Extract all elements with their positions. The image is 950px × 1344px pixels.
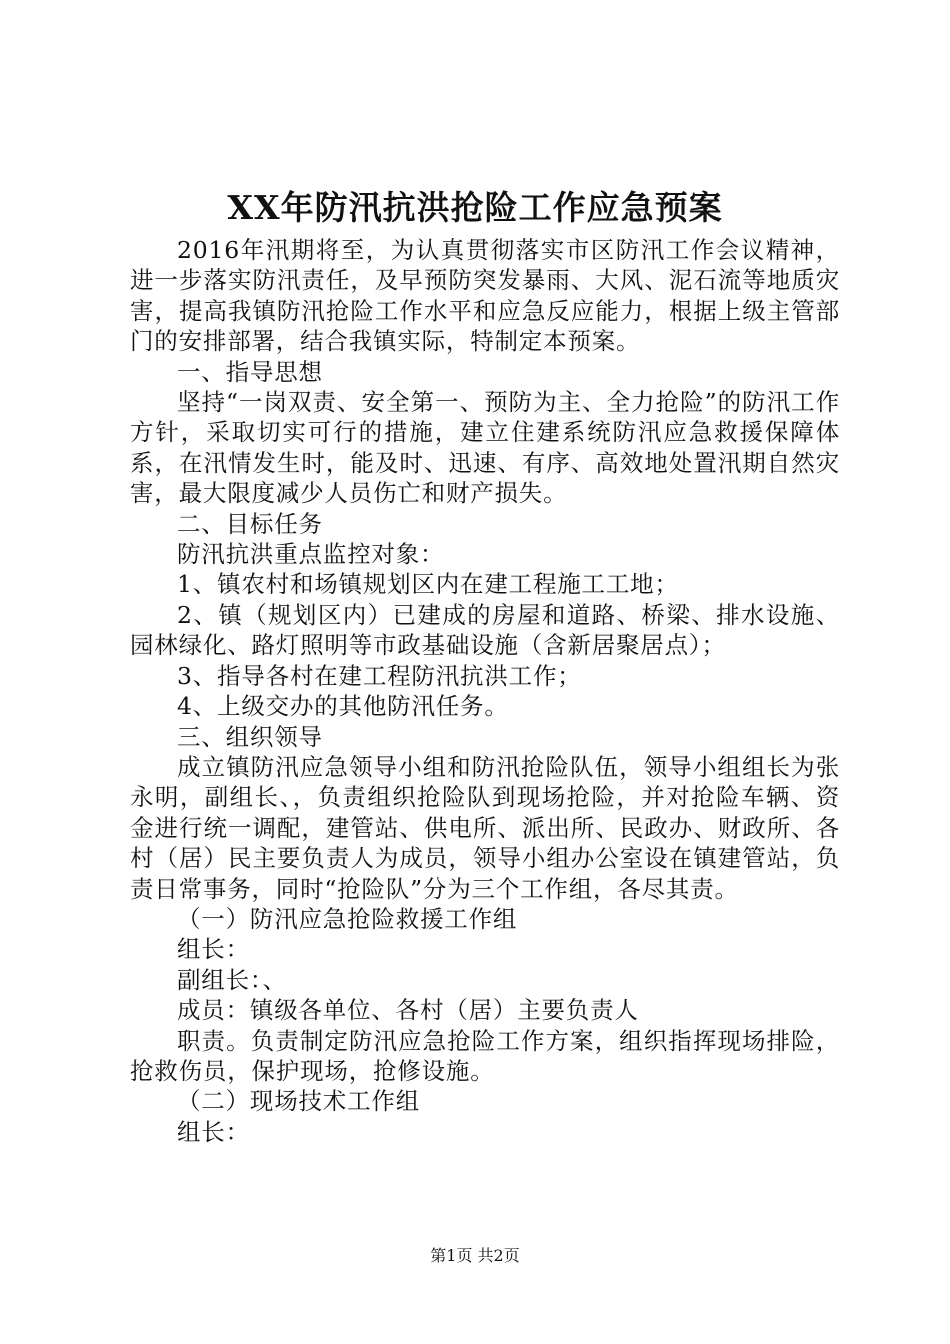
organization-paragraph: 成立镇防汛应急领导小组和防汛抢险队伍，领导小组组长为张永明，副组长、，负责组织抢险队到现场抢险，并对抢险车辆、资金进行统一调配，建管站、供电所、派出所、民政办、财政所、各村（居）民主要负责人为成员，领导小组办公室设在镇建管站，负责日常事务，同时“抢险队”分为三个工作组，各尽其责。: [130, 752, 840, 903]
document-title: XX年防汛抗洪抢险工作应急预案: [227, 188, 723, 227]
duties-paragraph: 职责。负责制定防汛应急抢险工作方案，组织指挥现场排险，抢救伤员，保护现场，抢修设施。: [130, 1026, 840, 1085]
deputy-leader-line: 副组长：、: [177, 965, 287, 994]
section-heading-guiding-ideology: 一、指导思想: [177, 357, 323, 386]
list-item: 1、镇农村和场镇规划区内在建工程施工工地；: [177, 570, 679, 599]
guiding-ideology-paragraph: 坚持“一岗双责、安全第一、预防为主、全力抢险”的防汛工作方针，采取切实可行的措施，建立住建系统防汛应急救援保障体系，在汛情发生时，能及时、迅速、有序、高效地处置汛期自然灾害，最大限度减少人员伤亡和财产损失。: [130, 388, 840, 508]
subsection-heading-technical-group: （二）现场技术工作组: [177, 1087, 420, 1116]
section-heading-objectives: 二、目标任务: [177, 509, 323, 538]
list-item: 3、指导各村在建工程防汛抗洪工作；: [177, 661, 582, 690]
monitoring-targets-label: 防汛抗洪重点监控对象：: [177, 540, 445, 569]
intro-paragraph: 2016年汛期将至，为认真贯彻落实市区防汛工作会议精神，进一步落实防汛责任，及早预防突发暴雨、大风、泥石流等地质灾害，提高我镇防汛抢险工作水平和应急反应能力，根据上级主管部门的安排部署，结合我镇实际，特制定本预案。: [130, 236, 840, 356]
page-number-footer: 第1页 共2页: [430, 1246, 520, 1265]
list-item: 2、镇（规划区内）已建成的房屋和道路、桥梁、排水设施、园林绿化、路灯照明等市政基础设施（含新居聚居点）；: [130, 600, 840, 660]
members-line: 成员：镇级各单位、各村（居）主要负责人: [177, 996, 639, 1025]
group-leader-line: 组长：: [177, 935, 250, 964]
section-heading-organization: 三、组织领导: [177, 722, 323, 751]
subsection-heading-rescue-group: （一）防汛应急抢险救援工作组: [177, 904, 518, 933]
group-leader-line: 组长：: [177, 1117, 250, 1146]
list-item: 4、上级交办的其他防汛任务。: [177, 692, 509, 721]
document-body: [130, 235, 840, 1147]
